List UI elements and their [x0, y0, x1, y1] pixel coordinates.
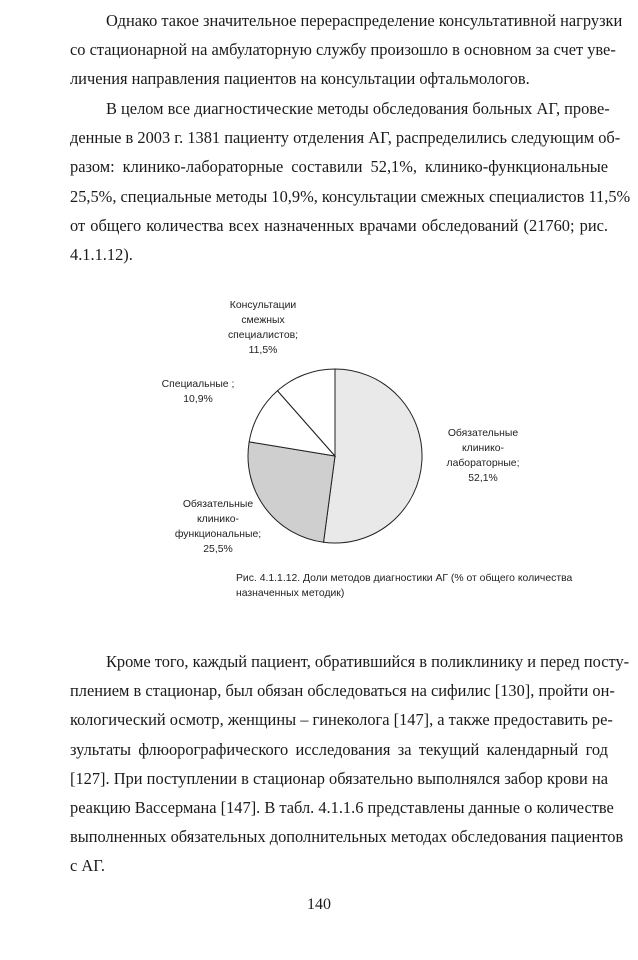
text-line: кологический осмотр, женщины – гинеколога [147], а также предоставить ре-	[70, 710, 613, 730]
text-line: Однако такое значительное перераспределение консультативной нагрузки	[106, 11, 623, 30]
text-line: плением в стационар, был обязан обследоваться на сифилис [130], пройти он-	[70, 681, 615, 701]
caption-line: назначенных методик)	[236, 588, 345, 599]
paragraph-diagnostic-methods	[70, 94, 631, 269]
text-line: [127]. При поступлении в стационар обязательно выполнялся забор крови на	[70, 768, 608, 788]
pie-slice-lab	[324, 369, 422, 543]
text-line: со стационарной на амбулаторную службу произошло в основном за счет уве-	[70, 40, 616, 60]
text-line: В целом все диагностические методы обследования больных АГ, прове-	[106, 99, 610, 118]
text-line: зультаты флюорографического исследования за текущий календарный год	[70, 739, 608, 759]
text-line: личения направления пациентов на консультации офтальмологов.	[70, 69, 530, 89]
slice-label-consult: Консультации смежных специалистов; 11,5%	[227, 300, 299, 356]
text-line: реакцию Вассермана [147]. В табл. 4.1.1.6 представлены данные о количестве	[70, 798, 614, 818]
caption-line: Рис. 4.1.1.12. Доли методов диагностики АГ (% от общего количества	[236, 573, 573, 584]
text-line: от общего количества всех назначенных врачами обследований (21760; рис.	[70, 215, 608, 235]
page-number: 140	[307, 896, 331, 913]
paragraph-mandatory-tests	[70, 647, 630, 881]
text-line: денные в 2003 г. 1381 пациенту отделения АГ, распределились следующим об-	[70, 128, 621, 148]
slice-label-special: Специальные ; 10,9%	[161, 379, 235, 405]
text-line: 25,5%, специальные методы 10,9%, консультации смежных специалистов 11,5%	[70, 186, 631, 206]
slice-label-func: Обязательные клинико-функциональные; 25,5%	[174, 499, 262, 555]
text-line: разом: клинико-лабораторные составили 52,1%, клинико-функциональные	[70, 157, 608, 177]
text-line: выполненных обязательных дополнительных методах обследования пациентов	[70, 827, 624, 847]
paragraph-consultation-shift	[70, 6, 623, 94]
text-line: Кроме того, каждый пациент, обратившийся в поликлинику и перед посту-	[106, 652, 630, 671]
pie-slice-func	[248, 442, 335, 542]
text-line: 4.1.1.12).	[70, 245, 133, 265]
figure-caption	[236, 571, 596, 601]
text-line: с АГ.	[70, 856, 105, 876]
pie-chart-diagnostic-methods	[160, 296, 560, 571]
slice-label-lab: Обязательные клинико-лабораторные; 52,1%	[446, 428, 520, 484]
